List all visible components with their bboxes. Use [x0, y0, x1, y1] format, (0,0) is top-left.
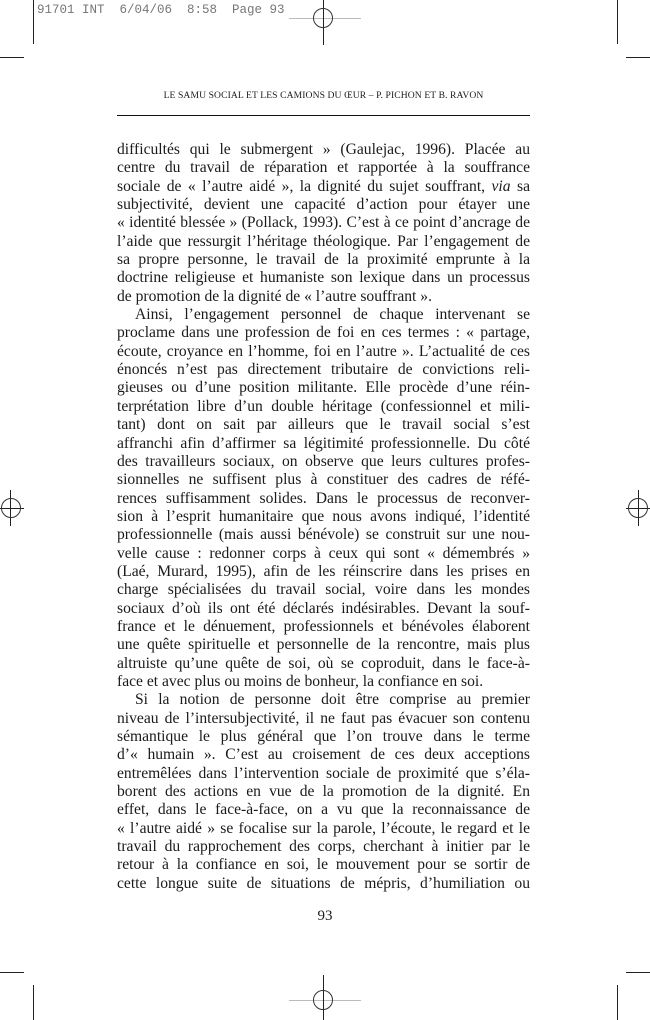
text-line: « identité blessée » (Pollack, 1993). C’est à ce point d’ancrage de: [117, 214, 530, 232]
text-line: rences suffisamment solides. Dans le processus de reconver-: [117, 489, 530, 507]
text-line: centre du travail de réparation et rapportée à la souffrance: [117, 159, 530, 177]
text-line: travail du rapprochement des corps, cherchant à initier par le: [117, 838, 530, 856]
text-line: terprétation libre d’un double héritage (confessionnel et mili-: [117, 397, 530, 415]
crop-mark: [626, 57, 650, 58]
text-segment: sociale de « l’autre aidé », la dignité du sujet souffrant,: [117, 177, 492, 195]
crop-mark: [626, 972, 650, 973]
text-line: sionnelles ne suffisent plus à constituer des cadres de réfé-: [117, 471, 530, 489]
page-number: 93: [317, 908, 333, 924]
text-line: retour à la confiance en soi, le mouvement pour se sortir de: [117, 856, 530, 874]
text-line: borent des actions en vue de la promotion de la dignité. En: [117, 783, 530, 801]
registration-mark-icon: [313, 990, 333, 1010]
text-line: sion à l’esprit humanitaire que nous avons indiqué, l’identité: [117, 507, 530, 525]
text-line: l’aide que ressurgit l’héritage théologique. Par l’engagement de: [117, 232, 530, 250]
registration-mark-icon: [1, 498, 21, 518]
text-line: france et le dénuement, professionnels et bénévoles élaborent: [117, 617, 530, 635]
running-header: LE SAMU SOCIAL ET LES CAMIONS DU ŒUR – P. PICHON ET B. RAVON: [163, 90, 484, 101]
text-line: proclame dans une profession de foi en ces termes : « partage,: [117, 324, 530, 342]
text-line: de promotion de la dignité de « l’autre souffrant ».: [117, 287, 432, 305]
text-line: énoncés n’est pas directement tributaire de convictions reli-: [117, 361, 530, 379]
text-line: sociaux d’où ils ont été déclarés indésirables. Devant la souf-: [117, 599, 530, 617]
text-segment: sa: [510, 177, 530, 195]
text-line: affranchi afin d’affirmer sa légitimité professionnelle. Du côté: [117, 434, 530, 452]
text-line: effet, dans le face-à-face, on a vu que la reconnaissance de: [117, 801, 530, 819]
text-line: face et avec plus ou moins de bonheur, la confiance en soi.: [117, 672, 484, 690]
registration-mark-icon: [628, 498, 648, 518]
text-line: « l’autre aidé » se focalise sur la parole, l’écoute, le regard et le: [117, 819, 530, 837]
text-line: écoute, croyance en l’homme, foi en l’autre ». L’actualité de ces: [117, 342, 530, 360]
crop-mark: [0, 972, 24, 973]
text-line: subjectivité, devient une capacité d’action pour étayer une: [117, 196, 530, 214]
italic-word: via: [491, 177, 511, 195]
text-line: gieuses ou d’une position militante. Elle procède d’une réin-: [117, 379, 530, 397]
crop-mark: [33, 0, 34, 44]
body-text: [117, 141, 530, 893]
text-line: cette longue suite de situations de mépris, d’humiliation ou: [117, 874, 530, 892]
text-line: entremêlées dans l’intervention sociale de proximité que s’éla-: [117, 764, 530, 782]
crop-mark: [617, 985, 618, 1020]
text-line: doctrine religieuse et humaniste son lexique dans un processus: [117, 269, 530, 287]
text-line: Ainsi, l’engagement personnel de chaque intervenant se: [135, 306, 530, 324]
text-line: niveau de l’intersubjectivité, il ne faut pas évacuer son contenu: [117, 709, 530, 727]
text-line: d’« humain ». C’est au croisement de ces deux acceptions: [117, 746, 530, 764]
text-line: [117, 178, 530, 196]
text-line: altruiste qu’une quête de soi, où se coproduit, dans le face-à-: [117, 654, 530, 672]
crop-mark: [617, 0, 618, 44]
text-line: difficultés qui le submergent » (Gaulejac, 1996). Placée au: [117, 141, 530, 158]
text-line: une quête spirituelle et personnelle de la rencontre, mais plus: [117, 636, 530, 654]
header-rule: [117, 115, 530, 116]
text-line: professionnelle (mais aussi bénévole) se construit sur une nou-: [117, 526, 530, 544]
text-line: des travailleurs sociaux, on observe que leurs cultures profes-: [117, 452, 530, 470]
text-line: charge spécialisées du travail social, voire dans les mondes: [117, 581, 530, 599]
text-line: (Laé, Murard, 1995), afin de les réinscrire dans les prises en: [117, 562, 530, 580]
registration-mark-icon: [313, 8, 333, 28]
text-line: Si la notion de personne doit être comprise au premier: [135, 691, 530, 709]
text-line: tant) dont on sait par ailleurs que le travail social s’est: [117, 416, 530, 434]
crop-mark: [0, 57, 24, 58]
text-line: sa propre personne, le travail de la proximité emprunte à la: [117, 251, 530, 269]
text-line: sémantique le plus général que l’on trouve dans le terme: [117, 728, 530, 745]
print-slug: 91701 INT 6/04/06 8:58 Page 93: [37, 3, 285, 17]
text-line: velle cause : redonner corps à ceux qui sont « démembrés »: [117, 544, 530, 562]
crop-mark: [33, 985, 34, 1020]
